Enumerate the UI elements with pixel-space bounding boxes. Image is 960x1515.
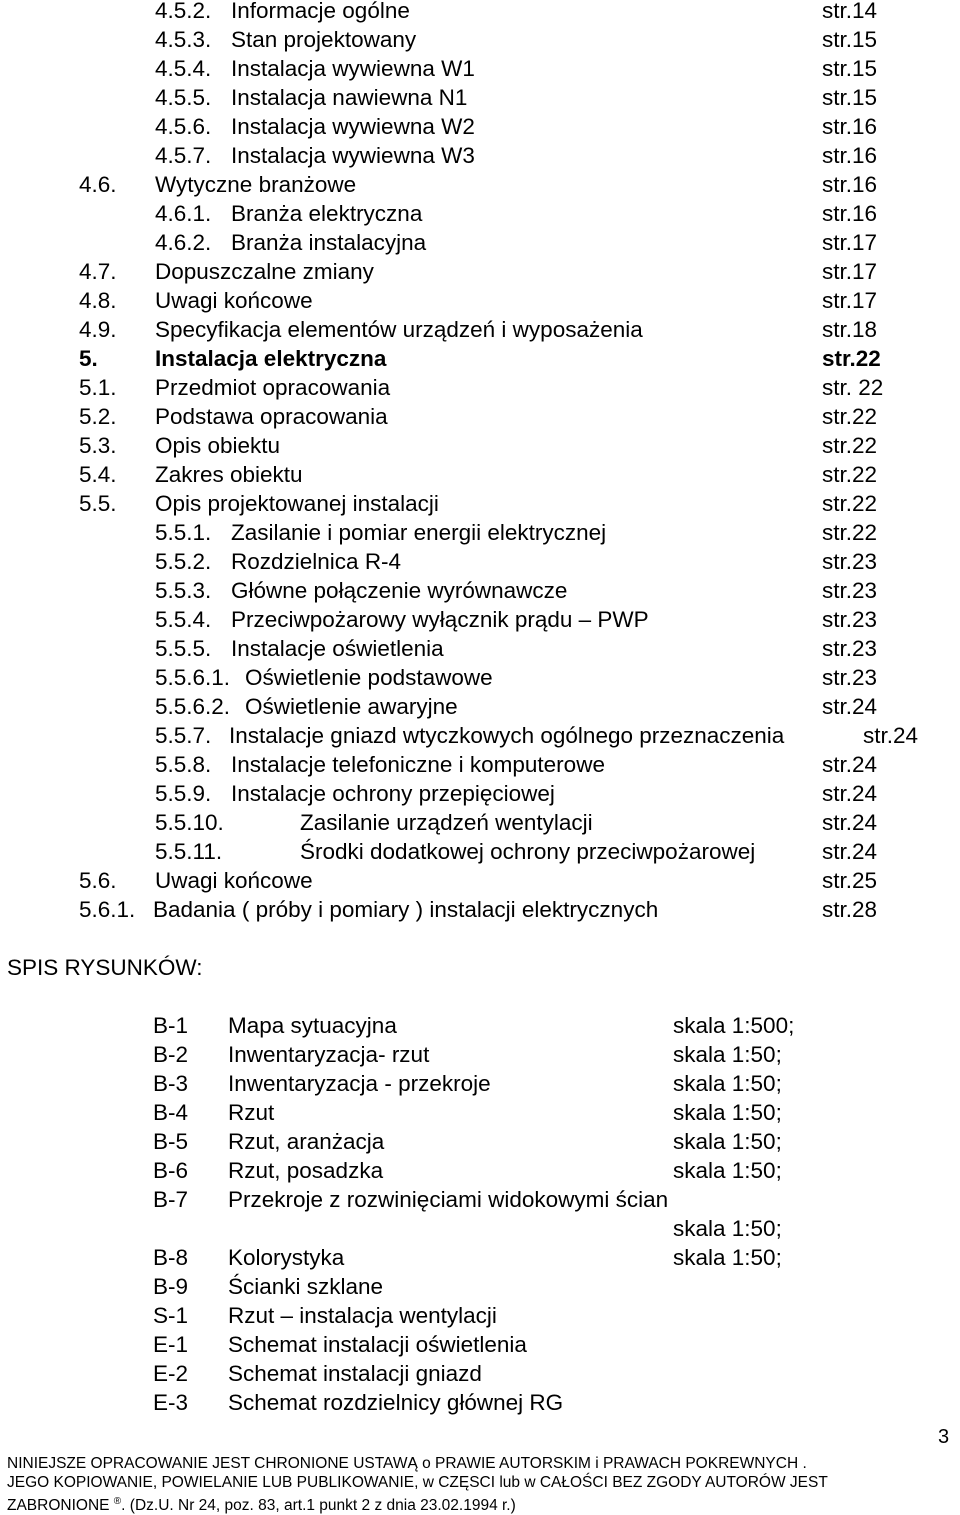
toc-entry-number: 5.5.7.	[155, 723, 212, 748]
toc-entry-title: Branża elektryczna	[231, 201, 423, 226]
drawing-name: Mapa sytuacyjna	[228, 1013, 397, 1038]
footer-line-3-a: ZABRONIONE	[7, 1497, 110, 1515]
toc-entry	[0, 520, 960, 546]
drawing-entry	[0, 1274, 960, 1300]
toc-entry-page: str.24	[822, 839, 878, 864]
toc-entry-number: 5.4.	[79, 462, 117, 487]
toc-entry-page: str.23	[822, 607, 878, 632]
toc-entry	[0, 433, 960, 459]
drawing-name: Rzut – instalacja wentylacji	[228, 1303, 497, 1328]
toc-entry-number: 5.5.6.2.	[155, 694, 231, 719]
copyright-footer	[7, 1454, 828, 1515]
toc-entry	[0, 230, 960, 256]
toc-entry-page: str.15	[822, 27, 878, 52]
toc-entry	[0, 288, 960, 314]
toc-entry-number: 5.5.10.	[155, 810, 224, 835]
drawing-code: E-3	[153, 1390, 189, 1415]
toc-entry-page: str.16	[822, 114, 878, 139]
toc-entry-page: str.28	[822, 897, 878, 922]
drawing-entry	[0, 1390, 960, 1416]
toc-entry-title: Instalacje ochrony przepięciowej	[231, 781, 555, 806]
drawing-name: Kolorystyka	[228, 1245, 345, 1270]
toc-entry	[0, 85, 960, 111]
drawing-name: Rzut, posadzka	[228, 1158, 384, 1183]
toc-entry	[0, 56, 960, 82]
toc-entry	[0, 868, 960, 894]
toc-entry-page: str.17	[822, 230, 878, 255]
toc-entry-title: Badania ( próby i pomiary ) instalacji elektrycznych	[153, 897, 659, 922]
toc-entry-page: str.22	[822, 433, 878, 458]
toc-entry-number: 4.6.1.	[155, 201, 212, 226]
drawing-name: Przekroje z rozwinięciami widokowymi ścian	[228, 1187, 669, 1212]
toc-entry-title: Przedmiot opracowania	[155, 375, 391, 400]
toc-entry-page: str.22	[822, 462, 878, 487]
drawing-scale: skala 1:50;	[673, 1129, 782, 1154]
toc-entry	[0, 607, 960, 633]
toc-entry-number: 5.5.4.	[155, 607, 212, 632]
toc-entry-page: str.24	[822, 781, 878, 806]
toc-entry	[0, 549, 960, 575]
footer-line-2: JEGO KOPIOWANIE, POWIELANIE LUB PUBLIKOWANIE, w CZĘSCI lub w CAŁOŚCI BEZ ZGODY AUTORÓW JEST	[7, 1474, 828, 1491]
toc-entry	[0, 0, 960, 24]
toc-entry-page: str.24	[822, 810, 878, 835]
toc-entry-number: 4.5.6.	[155, 114, 212, 139]
toc-entry-page: str.24	[822, 752, 878, 777]
toc-entry-page: str.22	[822, 491, 878, 516]
drawing-scale: skala 1:50;	[673, 1245, 782, 1270]
drawing-name: Inwentaryzacja - przekroje	[228, 1071, 491, 1096]
toc-entry	[0, 375, 960, 401]
toc-entry-number: 4.8.	[79, 288, 117, 313]
drawings-heading: SPIS RYSUNKÓW:	[7, 955, 203, 980]
toc-entry-number: 5.5.9.	[155, 781, 212, 806]
toc-entry	[0, 462, 960, 488]
toc-entry-number: 4.6.2.	[155, 230, 212, 255]
drawing-entry	[0, 1158, 960, 1184]
drawing-name: Inwentaryzacja- rzut	[228, 1042, 430, 1067]
drawing-name: Ścianki szklane	[228, 1274, 384, 1299]
toc-entry-number: 4.9.	[79, 317, 117, 342]
toc-entry-page: str.17	[822, 288, 878, 313]
toc-entry-number: 5.5.6.1.	[155, 665, 231, 690]
toc-entry-number: 5.3.	[79, 433, 117, 458]
toc-entry-page: str. 22	[822, 375, 884, 400]
drawing-code: B-6	[153, 1158, 189, 1183]
drawing-code: B-2	[153, 1042, 189, 1067]
toc-entry-page: str.18	[822, 317, 878, 342]
toc-entry	[0, 346, 960, 372]
toc-entry	[0, 143, 960, 169]
toc-entry-title: Wytyczne branżowe	[155, 172, 357, 197]
toc-entry-page: str.22	[822, 404, 878, 429]
drawing-code: B-8	[153, 1245, 189, 1270]
toc-entry-number: 5.5.8.	[155, 752, 212, 777]
drawing-code: B-9	[153, 1274, 189, 1299]
drawing-entry	[0, 1129, 960, 1155]
toc-entry-page: str.23	[822, 636, 878, 661]
toc-entry	[0, 781, 960, 807]
toc-entry-number: 5.5.11.	[155, 839, 223, 864]
toc-entry-title: Instalacja wywiewna W1	[231, 56, 475, 81]
drawing-code: B-1	[153, 1013, 189, 1038]
toc-entry-number: 4.5.7.	[155, 143, 212, 168]
footer-line-3-b: . (Dz.U. Nr 24, poz. 83, art.1 punkt 2 z dnia 23.02.1994 r.)	[121, 1497, 516, 1515]
drawing-entry	[0, 1245, 960, 1271]
drawing-code: B-3	[153, 1071, 189, 1096]
toc-entry-number: 4.5.5.	[155, 85, 212, 110]
toc-entry-number: 5.5.2.	[155, 549, 212, 574]
toc-entry-title: Opis obiektu	[155, 433, 281, 458]
drawing-entry	[0, 1187, 960, 1213]
toc-entry	[0, 810, 960, 836]
toc-entry-title: Środki dodatkowej ochrony przeciwpożarowej	[300, 839, 756, 864]
drawing-entry	[0, 1013, 960, 1039]
drawing-code: B-4	[153, 1100, 189, 1125]
toc-entry	[0, 752, 960, 778]
drawing-entry	[0, 1332, 960, 1358]
toc-entry-title: Główne połączenie wyrównawcze	[231, 578, 568, 603]
registered-mark: ®	[113, 1496, 122, 1507]
drawing-name: Schemat instalacji oświetlenia	[228, 1332, 527, 1357]
toc-entry-title: Dopuszczalne zmiany	[155, 259, 374, 284]
drawing-scale: skala 1:500;	[673, 1013, 795, 1038]
toc-entry-title: Stan projektowany	[231, 27, 417, 52]
drawing-code: B-7	[153, 1187, 189, 1212]
toc-entry-number: 4.7.	[79, 259, 117, 284]
toc-entry-number: 5.	[79, 346, 98, 371]
footer-line-3	[7, 1492, 828, 1515]
toc-entry-page: str.15	[822, 85, 878, 110]
toc-entry-title: Instalacja wywiewna W2	[231, 114, 475, 139]
toc-entry-page: str.17	[822, 259, 878, 284]
drawing-entry	[0, 1303, 960, 1329]
toc-entry-number: 5.6.	[79, 868, 117, 893]
toc-entry-title: Branża instalacyjna	[231, 230, 427, 255]
toc-entry	[0, 259, 960, 285]
drawing-entry	[0, 1042, 960, 1068]
toc-entry-page: str.25	[822, 868, 878, 893]
toc-entry	[0, 839, 960, 865]
toc-entry-title: Oświetlenie podstawowe	[245, 665, 493, 690]
toc-entry-number: 5.5.	[79, 491, 117, 516]
drawing-code: E-1	[153, 1332, 189, 1357]
toc-entry-page: str.24	[822, 694, 878, 719]
drawing-scale: skala 1:50;	[673, 1042, 782, 1067]
drawing-name: Rzut	[228, 1100, 275, 1125]
toc-entry-title: Instalacje oświetlenia	[231, 636, 444, 661]
toc-entry-page: str.16	[822, 201, 878, 226]
toc-entry-title: Instalacje gniazd wtyczkowych ogólnego przeznaczenia	[229, 723, 785, 748]
toc-entry-page: str.22	[822, 346, 881, 371]
toc-entry-page: str.14	[822, 0, 878, 23]
toc-entry-title: Podstawa opracowania	[155, 404, 388, 429]
toc-entry-number: 4.5.4.	[155, 56, 212, 81]
toc-entry-title: Przeciwpożarowy wyłącznik prądu – PWP	[231, 607, 649, 632]
toc-entry-title: Zakres obiektu	[155, 462, 303, 487]
drawing-entry	[0, 1100, 960, 1126]
toc-entry-page: str.23	[822, 578, 878, 603]
toc-entry-number: 5.5.3.	[155, 578, 212, 603]
drawing-code: E-2	[153, 1361, 189, 1386]
toc-entry-title: Oświetlenie awaryjne	[245, 694, 458, 719]
toc-entry-page: str.23	[822, 665, 878, 690]
toc-entry-number: 5.5.5.	[155, 636, 212, 661]
drawing-entry	[0, 1361, 960, 1387]
toc-entry-title: Specyfikacja elementów urządzeń i wyposażenia	[155, 317, 643, 342]
footer-line-1: NINIEJSZE OPRACOWANIE JEST CHRONIONE USTAWĄ o PRAWIE AUTORSKIM i PRAWACH POKREWNYCH .	[7, 1455, 807, 1472]
toc-entry	[0, 636, 960, 662]
toc-entry-title: Rozdzielnica R-4	[231, 549, 402, 574]
toc-entry	[0, 201, 960, 227]
drawing-code: B-5	[153, 1129, 189, 1154]
drawing-scale: skala 1:50;	[673, 1100, 782, 1125]
toc-entry-number: 4.6.	[79, 172, 117, 197]
page-number: 3	[938, 1426, 950, 1448]
toc-entry	[0, 665, 960, 691]
drawing-scale: skala 1:50;	[673, 1216, 782, 1241]
toc-entry-number: 5.6.1.	[79, 897, 136, 922]
drawing-name: Schemat rozdzielnicy głównej RG	[228, 1390, 564, 1415]
toc-entry-page: str.24	[863, 723, 919, 748]
toc-entry-title: Zasilanie urządzeń wentylacji	[300, 810, 593, 835]
toc-entry-title: Uwagi końcowe	[155, 868, 313, 893]
toc-entry-title: Instalacje telefoniczne i komputerowe	[231, 752, 605, 777]
toc-entry	[0, 172, 960, 198]
toc-entry	[0, 491, 960, 517]
toc-entry-title: Instalacja nawiewna N1	[231, 85, 468, 110]
toc-entry-page: str.22	[822, 520, 878, 545]
toc-entry-title: Instalacja wywiewna W3	[231, 143, 475, 168]
toc-entry-title: Zasilanie i pomiar energii elektrycznej	[231, 520, 607, 545]
toc-entry-page: str.15	[822, 56, 878, 81]
toc-entry-number: 5.1.	[79, 375, 117, 400]
toc-entry-number: 4.5.2.	[155, 0, 212, 23]
toc-entry-page: str.16	[822, 143, 878, 168]
drawing-entry	[0, 1071, 960, 1097]
toc-entry-number: 5.2.	[79, 404, 117, 429]
drawing-name: Schemat instalacji gniazd	[228, 1361, 482, 1386]
toc-entry-number: 5.5.1.	[155, 520, 212, 545]
toc-entry-number: 4.5.3.	[155, 27, 212, 52]
drawing-scale: skala 1:50;	[673, 1071, 782, 1096]
drawing-code: S-1	[153, 1303, 189, 1328]
toc-entry	[0, 404, 960, 430]
drawing-entry	[0, 1216, 960, 1242]
toc-entry-title: Instalacja elektryczna	[155, 346, 387, 371]
toc-entry	[0, 897, 960, 923]
toc-entry	[0, 317, 960, 343]
toc-entry-title: Opis projektowanej instalacji	[155, 491, 439, 516]
toc-entry	[0, 114, 960, 140]
toc-entry	[0, 27, 960, 53]
toc-entry-title: Uwagi końcowe	[155, 288, 313, 313]
toc-entry	[0, 578, 960, 604]
drawing-name: Rzut, aranżacja	[228, 1129, 385, 1154]
toc-entry	[0, 694, 960, 720]
toc-entry-page: str.16	[822, 172, 878, 197]
toc-entry	[0, 723, 960, 749]
drawing-scale: skala 1:50;	[673, 1158, 782, 1183]
toc-entry-page: str.23	[822, 549, 878, 574]
toc-entry-title: Informacje ogólne	[231, 0, 410, 23]
